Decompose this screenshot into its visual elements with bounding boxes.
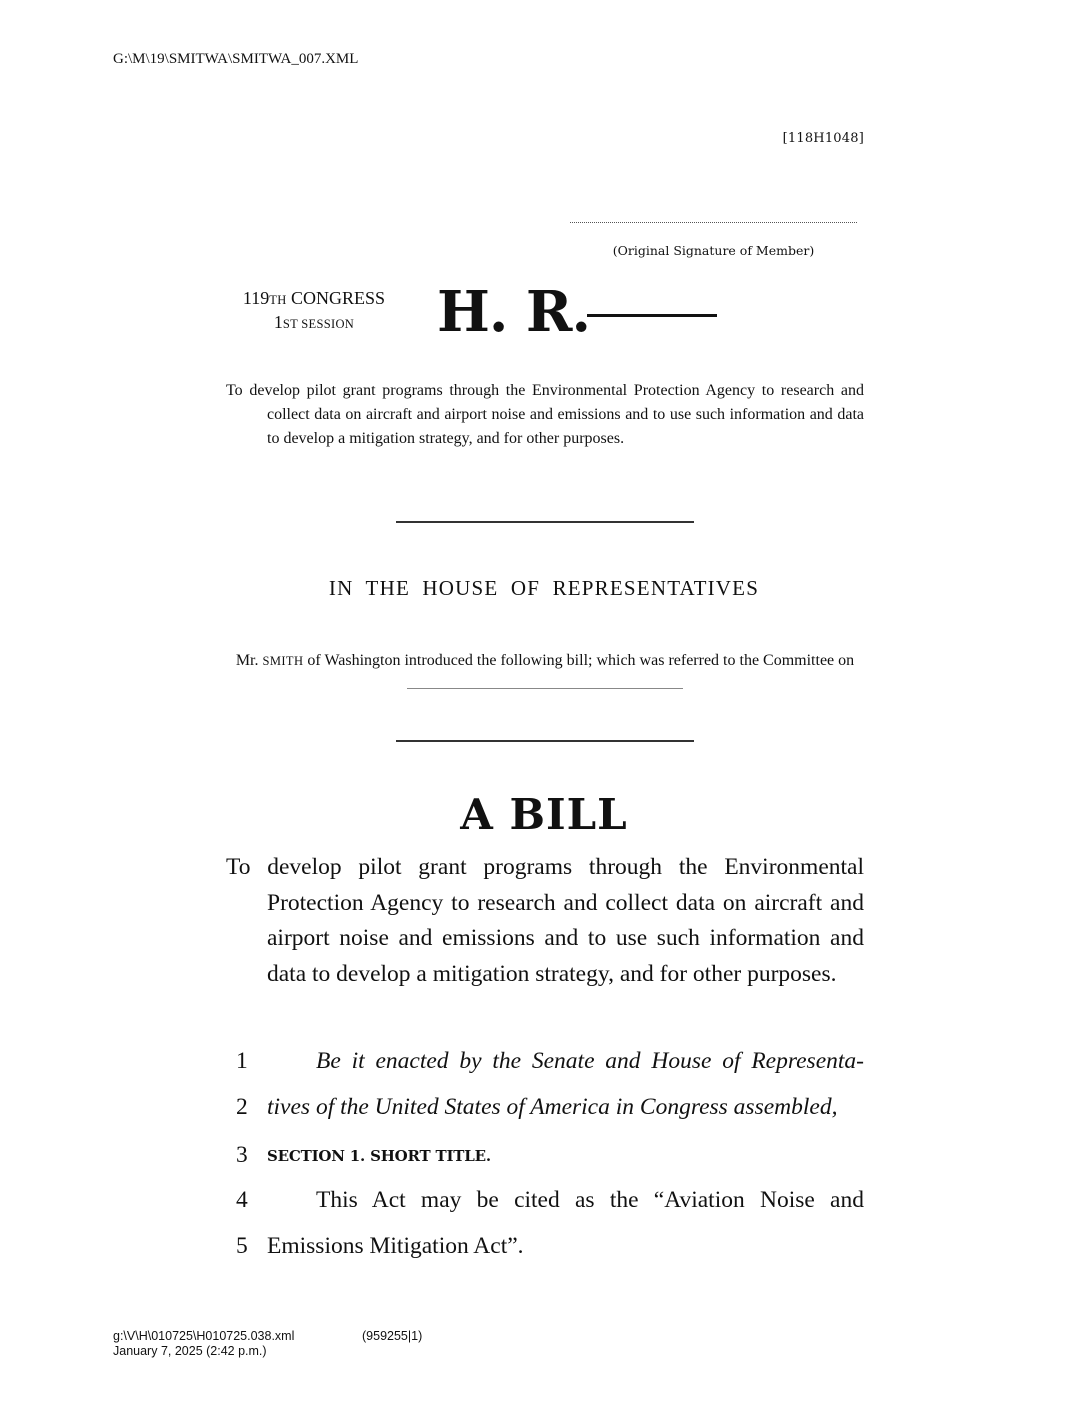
bill-line bbox=[226, 1094, 864, 1140]
draft-id: [118H1048] bbox=[782, 131, 864, 146]
line-number: 4 bbox=[236, 1187, 248, 1213]
long-description: To develop pilot grant programs through the Environmental Protection Agency to research and collect data on aircraft and airport noise and emissions and to use such information and data to develop a mitigation strategy, and for other purposes. bbox=[226, 854, 864, 987]
footer-timestamp: January 7, 2025 (2:42 p.m.) bbox=[113, 1344, 267, 1358]
file-path-header: G:\M\19\SMITWA\SMITWA_007.XML bbox=[113, 51, 359, 67]
signature-label: (Original Signature of Member) bbox=[612, 243, 815, 258]
line-number: 2 bbox=[236, 1094, 248, 1120]
bill-number-blank bbox=[587, 314, 717, 317]
footer-source-path: g:\V\H\010725\H010725.038.xml bbox=[113, 1329, 295, 1343]
short-description: To develop pilot grant programs through the Environmental Protection Agency to research and collect data on aircraft and airport noise and emissions and to use such information and data to develop a mitigation strategy, and for other purposes. bbox=[226, 382, 864, 447]
divider bbox=[396, 740, 694, 742]
session-number: 1ST SESSION bbox=[273, 312, 355, 332]
bill-line bbox=[226, 1187, 864, 1233]
line-number: 1 bbox=[236, 1048, 248, 1074]
introduction-statement: Mr. SMITH of Washington introduced the following bill; which was referred to the Committee on bbox=[226, 649, 864, 697]
signature-line bbox=[570, 216, 857, 223]
line-number: 3 bbox=[236, 1142, 248, 1168]
congress-session-block bbox=[216, 287, 412, 335]
bill-designation: H. R. bbox=[437, 279, 590, 345]
divider bbox=[396, 521, 694, 523]
congress-number: 119TH CONGRESS bbox=[242, 288, 386, 308]
bill-line bbox=[226, 1233, 864, 1279]
line-number: 5 bbox=[236, 1233, 248, 1259]
sponsor-name: SMITH bbox=[262, 654, 304, 668]
bill-heading: A BILL bbox=[460, 790, 628, 839]
section-text: Emissions Mitigation Act”. bbox=[267, 1233, 524, 1259]
section-text: This Act may be cited as the “Aviation Noise and bbox=[316, 1187, 864, 1213]
footer-job-code: (959255|1) bbox=[362, 1329, 423, 1343]
bill-line bbox=[226, 1142, 864, 1188]
section-heading: SECTION 1. SHORT TITLE. bbox=[267, 1147, 491, 1165]
committee-blank bbox=[407, 678, 683, 689]
enacting-clause: Be it enacted by the Senate and House of Representa- bbox=[316, 1048, 864, 1074]
chamber-heading: IN THE HOUSE OF REPRESENTATIVES bbox=[328, 576, 760, 600]
enacting-clause: tives of the United States of America in Congress assembled, bbox=[267, 1094, 838, 1120]
bill-line bbox=[226, 1048, 864, 1094]
